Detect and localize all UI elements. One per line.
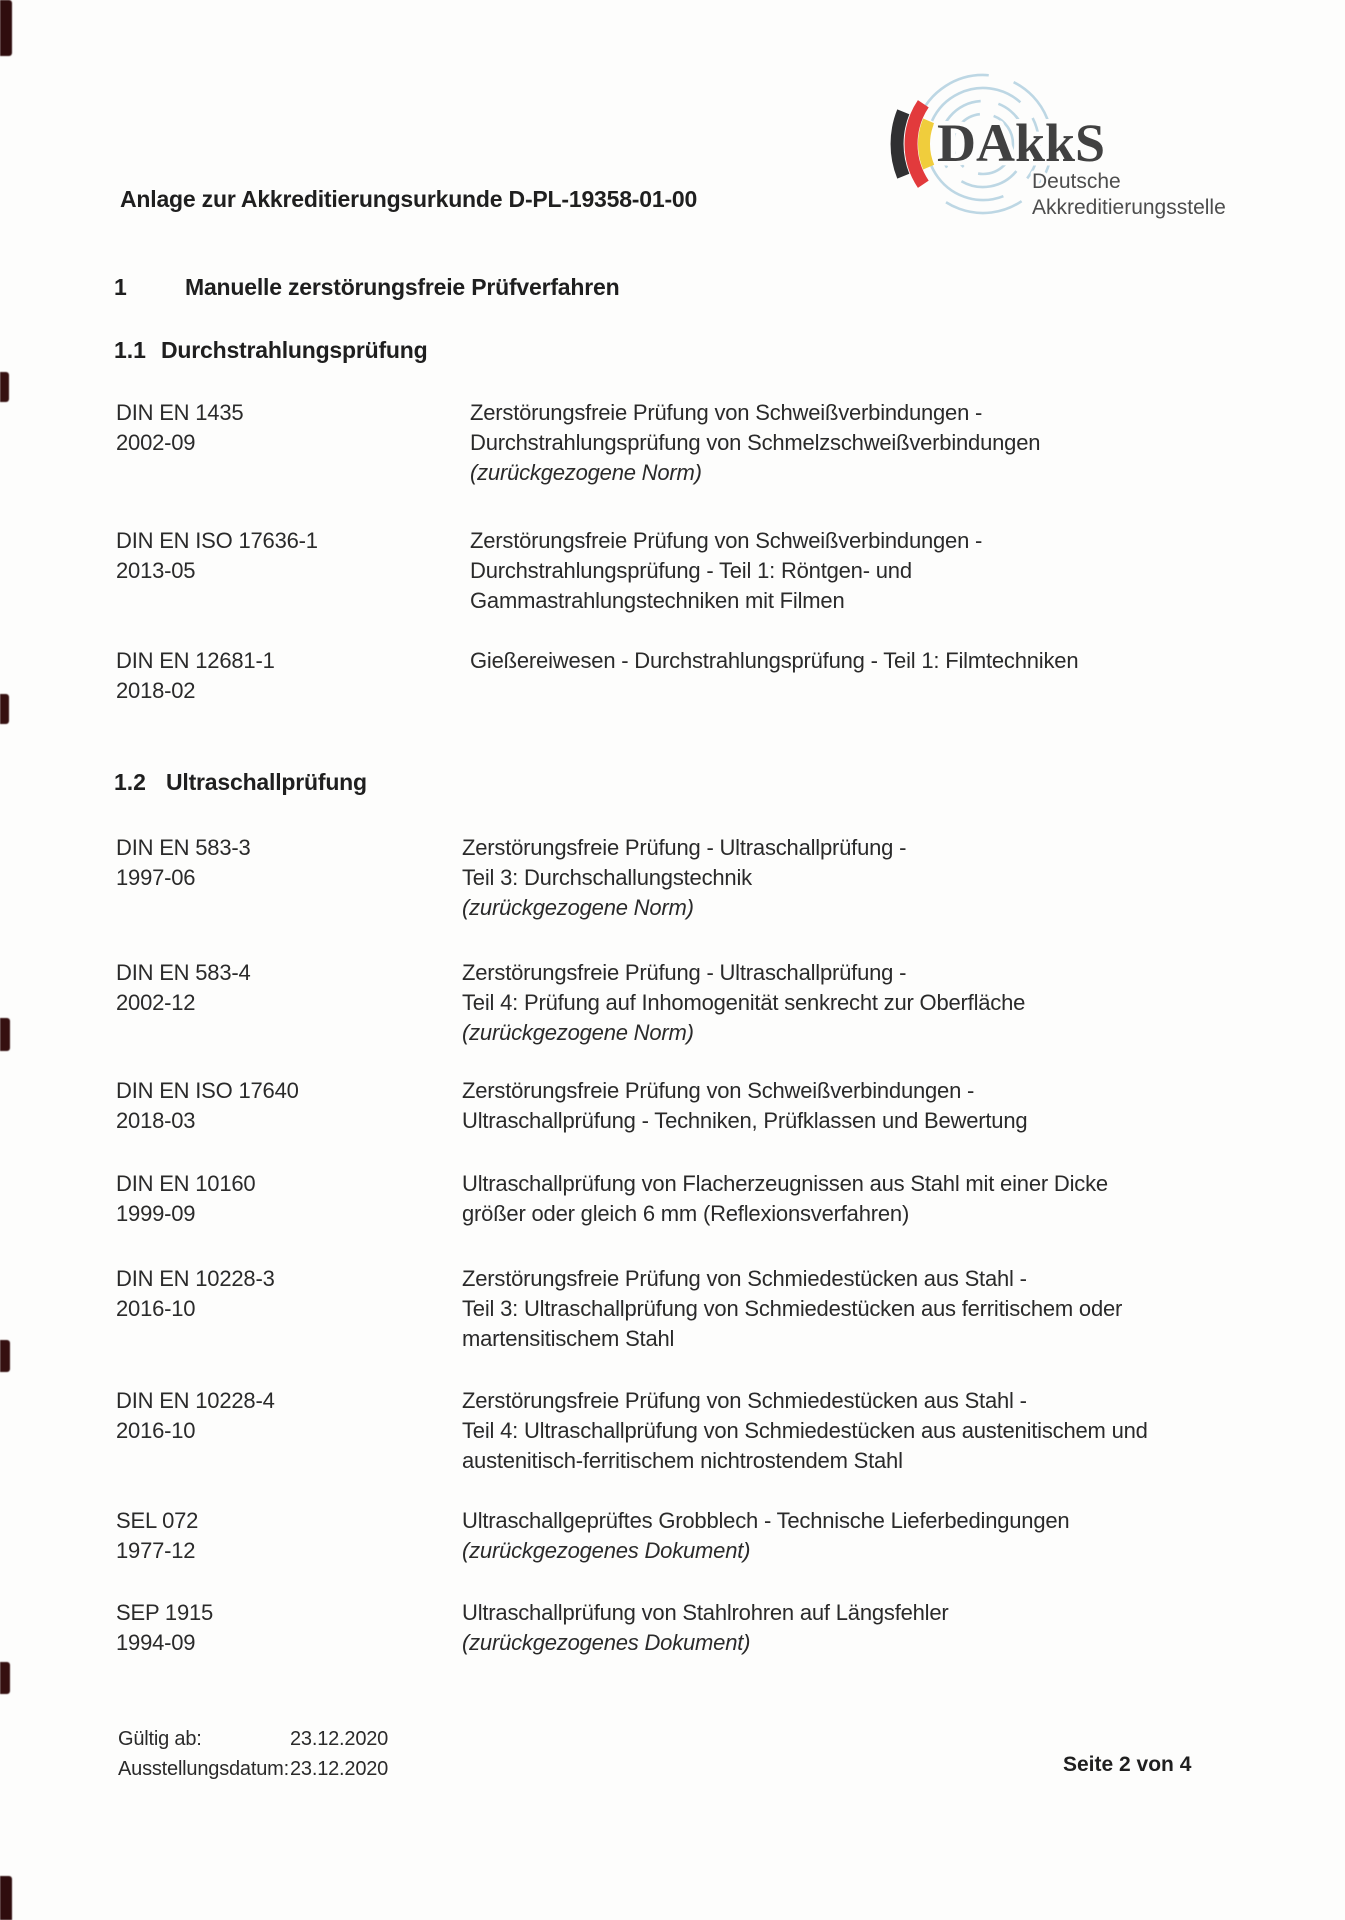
standard-date: 1999-09 [116,1201,196,1226]
standard-description [462,1598,949,1658]
standard-date: 2018-02 [116,678,196,703]
standard-date: 2018-03 [116,1108,196,1133]
standard-description [462,833,906,923]
standard-description [470,526,982,616]
standard-code: SEP 1915 [116,1600,214,1625]
description-line: Teil 4: Prüfung auf Inhomogenität senkrecht zur Oberfläche [462,990,1026,1015]
scan-mark [0,694,9,724]
standard-date: 2013-05 [116,558,196,583]
withdrawn-note: (zurückgezogene Norm) [462,1020,694,1045]
standard-description [462,1506,1069,1566]
standard-code: DIN EN 10228-3 [116,1266,275,1291]
subsection-number: 1.1 [114,337,146,363]
description-line: Ultraschallprüfung von Flacherzeugnissen aus Stahl mit einer Dicke [462,1171,1108,1196]
subsection-title: Durchstrahlungsprüfung [161,337,428,363]
dakks-logo-graphic [865,60,1265,225]
logo-subtitle-line2: Akkreditierungsstelle [1032,196,1226,219]
description-line: größer oder gleich 6 mm (Reflexionsverfahren) [462,1201,910,1226]
standard-code: DIN EN 10160 [116,1171,256,1196]
standard-description [462,1264,1122,1354]
standard-code: DIN EN ISO 17640 [116,1078,299,1103]
logo-subtitle-line1: Deutsche [1032,170,1121,193]
subsection-number: 1.2 [114,769,146,795]
standard-description [470,646,1078,676]
scan-mark [0,1662,10,1694]
description-line: Gießereiwesen - Durchstrahlungsprüfung - Teil 1: Filmtechniken [470,648,1079,673]
description-line: Ultraschallprüfung - Techniken, Prüfklassen und Bewertung [462,1108,1028,1133]
scan-mark [0,0,12,56]
subsection-title: Ultraschallprüfung [166,769,367,795]
standard-date: 2016-10 [116,1418,196,1443]
description-line: Zerstörungsfreie Prüfung von Schweißverbindungen - [462,1078,975,1103]
description-line: Teil 3: Durchschallungstechnik [462,865,752,890]
description-line: austenitisch-ferritischem nichtrostendem Stahl [462,1448,903,1473]
standard-description [462,1076,1027,1136]
description-line: Teil 3: Ultraschallprüfung von Schmiedestücken aus ferritischem oder [462,1296,1123,1321]
issue-date-value: 23.12.2020 [290,1758,389,1780]
scan-mark [0,1876,12,1920]
section-title: Manuelle zerstörungsfreie Prüfverfahren [185,274,620,300]
standard-code: DIN EN 583-3 [116,835,251,860]
standard-code: DIN EN 583-4 [116,960,251,985]
dakks-logo [865,60,1265,225]
page-indicator: Seite 2 von 4 [1063,1753,1192,1776]
description-line: Zerstörungsfreie Prüfung von Schmiedestücken aus Stahl - [462,1266,1027,1291]
standard-code: DIN EN 1435 [116,400,244,425]
issue-date-label: Ausstellungsdatum: [118,1758,289,1780]
standard-date: 2016-10 [116,1296,196,1321]
description-line: Durchstrahlungsprüfung - Teil 1: Röntgen- und [470,558,912,583]
scan-mark [0,1340,10,1372]
scan-mark [0,1018,10,1051]
standard-date: 2002-09 [116,430,196,455]
standard-date: 1997-06 [116,865,196,890]
scan-mark [0,372,9,402]
description-line: martensitischem Stahl [462,1326,675,1351]
description-line: Zerstörungsfreie Prüfung von Schmiedestücken aus Stahl - [462,1388,1027,1413]
withdrawn-note: (zurückgezogenes Dokument) [462,1630,751,1655]
standard-code: SEL 072 [116,1508,199,1533]
logo-gold-arc [924,121,929,167]
document-title: Anlage zur Akkreditierungsurkunde D-PL-19358-01-00 [120,186,698,212]
standard-description [462,958,1025,1048]
standard-description [462,1169,1108,1229]
withdrawn-note: (zurückgezogene Norm) [470,460,702,485]
logo-wordmark: DAkkS [937,113,1106,173]
standard-date: 1977-12 [116,1538,196,1563]
standard-code: DIN EN 10228-4 [116,1388,275,1413]
description-line: Zerstörungsfreie Prüfung von Schweißverbindungen - [470,400,983,425]
standard-date: 2002-12 [116,990,196,1015]
withdrawn-note: (zurückgezogenes Dokument) [462,1538,751,1563]
standard-date: 1994-09 [116,1630,196,1655]
description-line: Gammastrahlungstechniken mit Filmen [470,588,845,613]
description-line: Ultraschallprüfung von Stahlrohren auf Längsfehler [462,1600,949,1625]
withdrawn-note: (zurückgezogene Norm) [462,895,694,920]
logo-black-arc [897,112,903,176]
standard-description [470,398,1040,488]
description-line: Durchstrahlungsprüfung von Schmelzschweißverbindungen [470,430,1041,455]
description-line: Teil 4: Ultraschallprüfung von Schmiedestücken aus austenitischem und [462,1418,1148,1443]
valid-from-label: Gültig ab: [118,1728,202,1750]
standard-code: DIN EN 12681-1 [116,648,275,673]
standard-description [462,1386,1148,1476]
description-line: Ultraschallgeprüftes Grobblech - Technische Lieferbedingungen [462,1508,1070,1533]
description-line: Zerstörungsfreie Prüfung - Ultraschallprüfung - [462,960,907,985]
description-line: Zerstörungsfreie Prüfung - Ultraschallprüfung - [462,835,907,860]
valid-from-value: 23.12.2020 [290,1728,389,1750]
standard-code: DIN EN ISO 17636-1 [116,528,318,553]
section-number: 1 [114,274,127,300]
description-line: Zerstörungsfreie Prüfung von Schweißverbindungen - [470,528,983,553]
